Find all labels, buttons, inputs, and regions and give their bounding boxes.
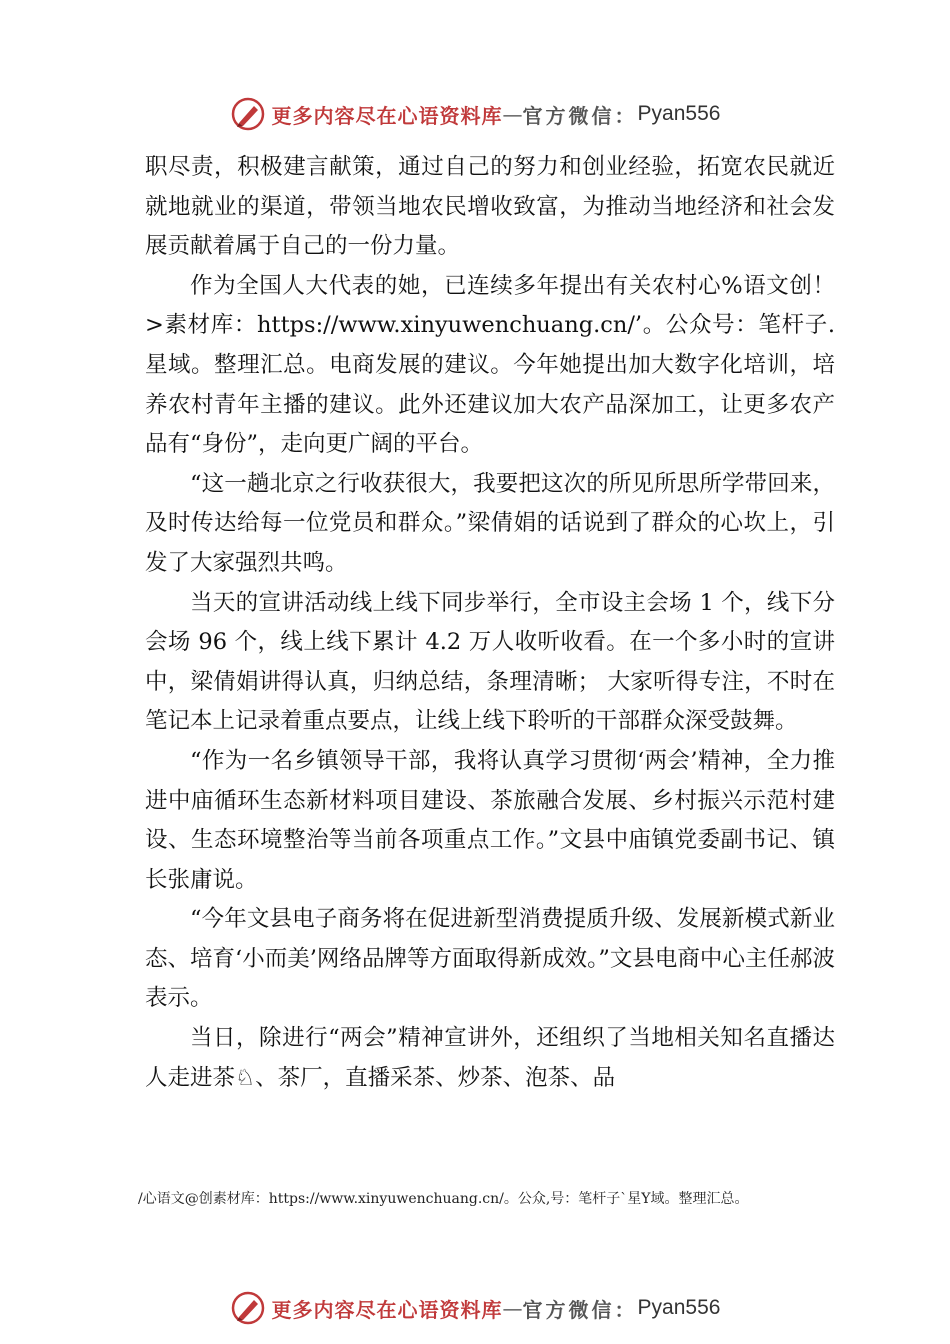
banner-title: 更多内容尽在心语资料库 bbox=[271, 105, 503, 128]
banner-dash: — bbox=[502, 1296, 523, 1320]
footnote: /心语文@创素材库：https://www.xinyuwenchuang.cn/。公众,号：笔杆子`星Y域。整理汇总。 bbox=[138, 1191, 749, 1207]
paragraph: “这一趟北京之行收获很大，我要把这次的所见所思所学带回来，及时传达给每一位党员和群众。”梁倩娟的话说到了群众的心坎上，引发了大家强烈共鸣。 bbox=[145, 470, 835, 576]
banner-wechat-id: Pyan556 bbox=[637, 102, 721, 125]
banner-dash: — bbox=[502, 102, 523, 126]
banner-wechat-label: 官方微信： bbox=[522, 1297, 638, 1322]
paragraph: 当日，除进行“两会”精神宣讲外，还组织了当地相关知名直播达人走进茶♘、茶厂，直播采茶、炒茶、泡茶、品 bbox=[145, 1025, 835, 1091]
article-body bbox=[145, 148, 835, 1098]
banner-wechat-label: 官方微信： bbox=[522, 103, 638, 128]
pen-logo-icon bbox=[230, 1290, 266, 1326]
pen-logo-icon bbox=[230, 96, 266, 132]
paragraph: 作为全国人大代表的她，已连续多年提出有关农村心%语文创！>素材库：https://www.xinyuwenchuang.cn/’。公众号：笔杆子.星域。整理汇总。电商发展的建议。今年她提出加大数字化培训，培养农村青年主播的建议。此外还建议加大农产品深加工，让更多农产品有“身份”，走向更广阔的平台。 bbox=[145, 272, 835, 458]
paragraph: 当天的宣讲活动线上线下同步举行，全市设主会场 1 个，线下分会场 96 个，线上线下累计 4.2 万人收听收看。在一个多小时的宣讲中，梁倩娟讲得认真，归纳总结，条理清晰； 大家听得专注，不时在笔记本上记录着重点要点，让线上线下聆听的干部群众深受鼓舞。 bbox=[145, 589, 835, 735]
footer-banner bbox=[0, 1286, 950, 1330]
banner-wechat-id: Pyan556 bbox=[637, 1296, 721, 1319]
paragraph: “今年文县电子商务将在促进新型消费提质升级、发展新模式新业态、培育‘小而美’网络品牌等方面取得新成效。”文县电商中心主任郝波表示。 bbox=[145, 906, 835, 1012]
paragraph: “作为一名乡镇领导干部，我将认真学习贯彻‘两会’精神，全力推进中庙循环生态新材料项目建设、茶旅融合发展、乡村振兴示范村建设、生态环境整治等当前各项重点工作。”文县中庙镇党委副书记、镇长张庸说。 bbox=[145, 747, 835, 893]
paragraph: 职尽责，积极建言献策，通过自己的努力和创业经验，拓宽农民就近就地就业的渠道，带领当地农民增收致富，为推动当地经济和社会发展贡献着属于自己的一份力量。 bbox=[145, 154, 835, 260]
banner-title: 更多内容尽在心语资料库 bbox=[271, 1299, 503, 1322]
header-banner bbox=[0, 92, 950, 136]
